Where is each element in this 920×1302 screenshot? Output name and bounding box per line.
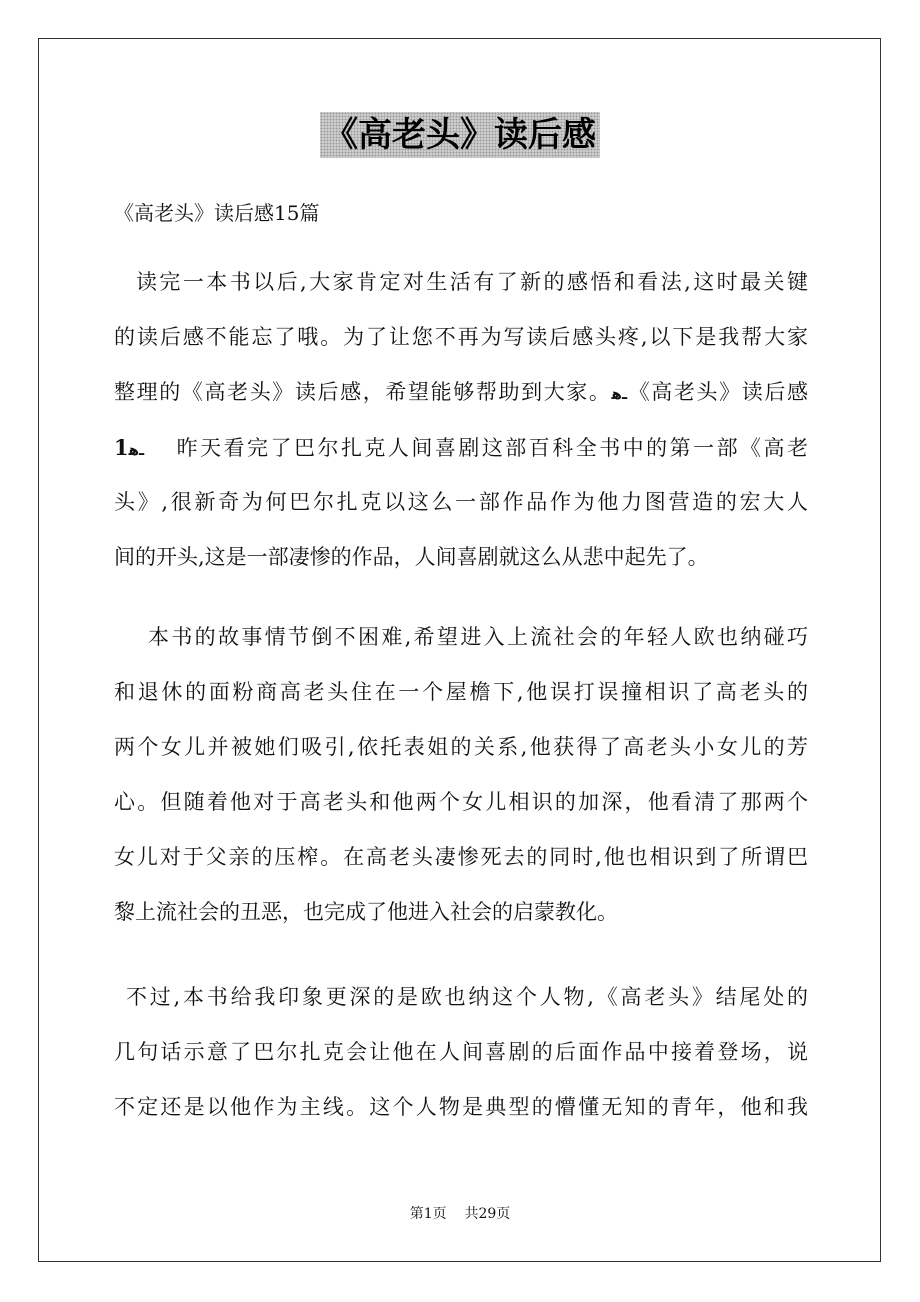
- text-line: 不过,本书给我印象更深的是欧也纳这个人物,《高老头》结尾处的: [126, 985, 808, 1009]
- text-line: 两个女儿并被她们吸引,依托表姐的关系,他获得了高老头小女儿的芳: [114, 735, 808, 759]
- text-line: 几句话示意了巴尔扎克会让他在人间喜剧的后面作品中接着登场，说: [114, 1040, 808, 1064]
- page-footer: [0, 1204, 920, 1224]
- bullet-icon: ـﻫ: [128, 441, 145, 459]
- text-line: 黎上流社会的丑恶，也完成了他进入社会的启蒙教化。: [114, 900, 618, 924]
- text-segment: 昨天看完了巴尔扎克人间喜剧这部百科全书中的第一部《高老: [174, 436, 808, 460]
- text-line: 间的开头,这是一部凄惨的作品，人间喜剧就这么从悲中起先了。: [114, 545, 709, 569]
- page-total: 共29页: [464, 1206, 511, 1222]
- paragraph-1: [114, 255, 808, 585]
- page-number: 第1页: [409, 1206, 447, 1222]
- text-line: 本书的故事情节倒不困难,希望进入上流社会的年轻人欧也纳碰巧: [148, 625, 808, 649]
- text-line: 女儿对于父亲的压榨。在高老头凄惨死去的同时,他也相识到了所谓巴: [114, 845, 808, 869]
- title-wrap: [0, 112, 920, 158]
- bullet-icon: ـﻫ: [611, 385, 628, 403]
- document-subtitle: 《高老头》读后感15篇: [114, 201, 320, 225]
- text-line: 和退休的面粉商高老头住在一个屋檐下,他误打误撞相识了高老头的: [114, 680, 808, 704]
- text-segment: 《高老头》读后感: [627, 380, 808, 404]
- text-line: 读完一本书以后,大家肯定对生活有了新的感悟和看法,这时最关键: [136, 270, 808, 294]
- text-line: 不定还是以他作为主线。这个人物是典型的懵懂无知的青年，他和我: [114, 1095, 808, 1119]
- document-title: 《高老头》读后感: [320, 112, 600, 158]
- paragraph-2: [114, 610, 808, 940]
- text-segment: 整理的《高老头》读后感，希望能够帮助到大家。: [114, 380, 612, 404]
- text-line: 的读后感不能忘了哦。为了让您不再为写读后感头疼,以下是我帮大家: [114, 325, 808, 349]
- text-line: 头》,很新奇为何巴尔扎克以这么一部作品作为他力图营造的宏大人: [114, 490, 808, 514]
- text-line: 心。但随着他对于高老头和他两个女儿相识的加深，他看清了那两个: [114, 790, 808, 814]
- section-number: 1: [114, 435, 129, 460]
- text-line: [114, 365, 808, 420]
- paragraph-3: [114, 970, 808, 1135]
- text-line: [114, 420, 808, 475]
